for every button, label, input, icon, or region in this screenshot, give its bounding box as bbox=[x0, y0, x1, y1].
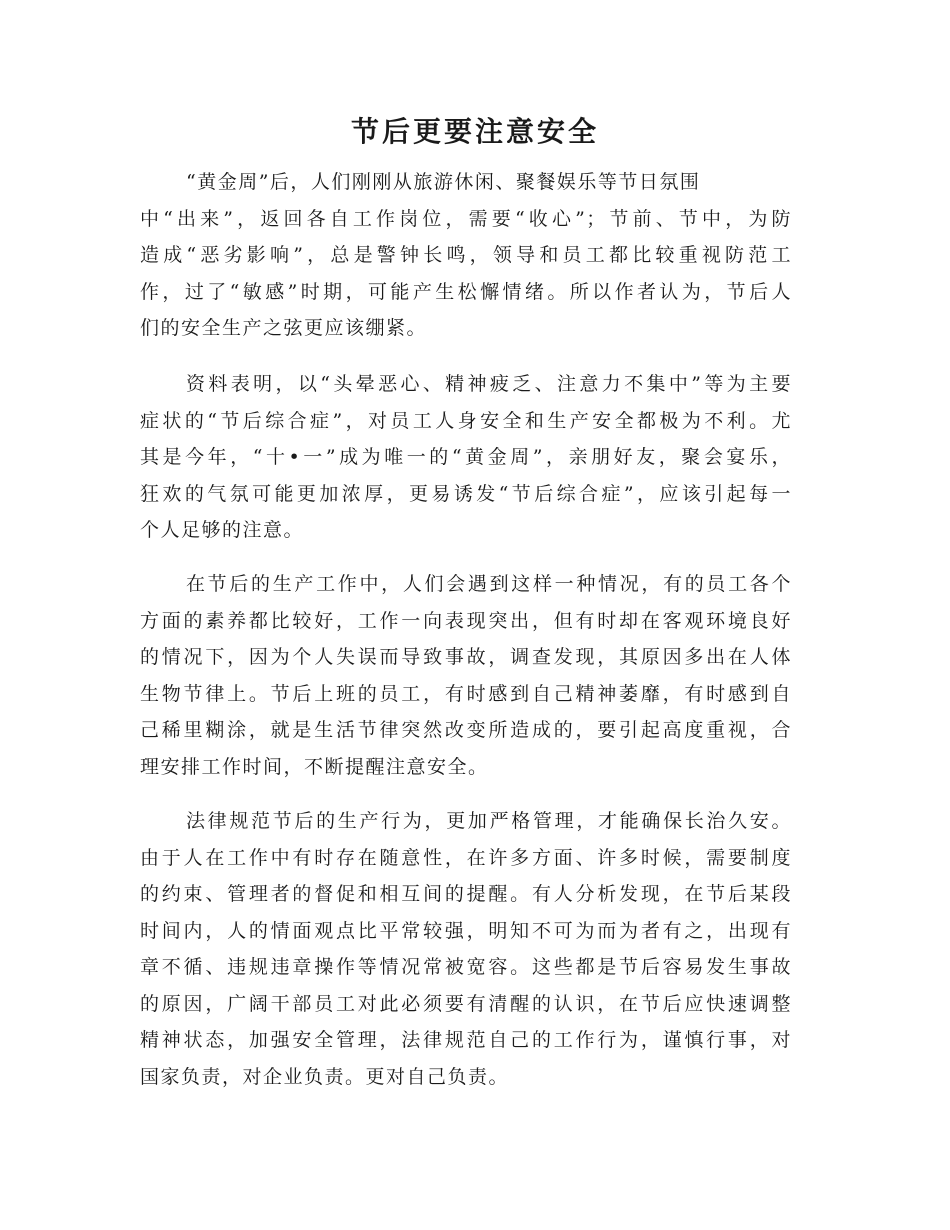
paragraph-line: 国家负责，对企业负责。更对自己负责。 bbox=[140, 1065, 510, 1088]
paragraph-line: 法律规范节后的生产行为，更加严格管理，才能确保长治久安。 bbox=[186, 810, 792, 832]
paragraph-line: 理安排工作时间，不断提醒注意安全。 bbox=[140, 755, 489, 778]
paragraph-line: “黄金周”后，人们刚刚从旅游休闲、聚餐娱乐等节日氛围 bbox=[186, 171, 701, 193]
paragraph-line: 症状的“节后综合症”，对员工人身安全和生产安全都极为不利。尤 bbox=[140, 409, 792, 432]
paragraph-line: 由于人在工作中有时存在随意性，在许多方面、许多时候，需要制度 bbox=[140, 846, 792, 869]
paragraph-line: 其是今年，“十•一”成为唯一的“黄金周”，亲朋好友，聚会宴乐， bbox=[140, 446, 792, 468]
paragraph-line: 己稀里糊涂，就是生活节律突然改变所造成的，要引起高度重视，合 bbox=[140, 719, 792, 741]
paragraph-line: 狂欢的气氛可能更加浓厚，更易诱发“节后综合症”，应该引起每一 bbox=[140, 482, 792, 505]
document-title: 节后更要注意安全 bbox=[350, 115, 599, 148]
paragraph-line: 资料表明，以“头晕恶心、精神疲乏、注意力不集中”等为主要 bbox=[186, 373, 792, 395]
paragraph-line: 方面的素养都比较好，工作一向表现突出，但有时却在客观环境良好 bbox=[140, 609, 792, 632]
paragraph-line: 的约束、管理者的督促和相互间的提醒。有人分析发现，在节后某段 bbox=[140, 883, 792, 905]
paragraph-line: 作，过了“敏感”时期，可能产生松懈情绪。所以作者认为，节后人 bbox=[140, 280, 792, 303]
paragraph-line: 们的安全生产之弦更应该绷紧。 bbox=[140, 317, 428, 339]
paragraph-line: 造成“恶劣影响”，总是警钟长鸣，领导和员工都比较重视防范工 bbox=[140, 244, 792, 266]
paragraph-line: 精神状态，加强安全管理，法律规范自己的工作行为，谨慎行事，对 bbox=[140, 1029, 792, 1051]
paragraph-line: 个人足够的注意。 bbox=[140, 519, 305, 541]
paragraph-1 bbox=[140, 164, 792, 347]
paragraph-line: 生物节律上。节后上班的员工，有时感到自己精神萎靡，有时感到自 bbox=[140, 682, 792, 705]
paragraph-3 bbox=[140, 566, 792, 785]
paragraph-2 bbox=[140, 366, 792, 549]
paragraph-line: 中“出来”，返回各自工作岗位，需要“收心”；节前、节中，为防 bbox=[140, 207, 792, 230]
paragraph-line: 的情况下，因为个人失误而导致事故，调查发现，其原因多出在人体 bbox=[140, 646, 792, 668]
paragraph-line: 的原因，广阔干部员工对此必须要有清醒的认识，在节后应快速调整 bbox=[140, 992, 792, 1015]
paragraph-line: 时间内，人的情面观点比平常较强，明知不可为而为者有之，出现有 bbox=[140, 919, 792, 942]
paragraph-line: 在节后的生产工作中，人们会遇到这样一种情况，有的员工各个 bbox=[186, 573, 792, 595]
paragraph-4 bbox=[140, 803, 792, 1095]
paragraph-line: 章不循、违规违章操作等情况常被宽容。这些都是节后容易发生事故 bbox=[140, 956, 792, 978]
